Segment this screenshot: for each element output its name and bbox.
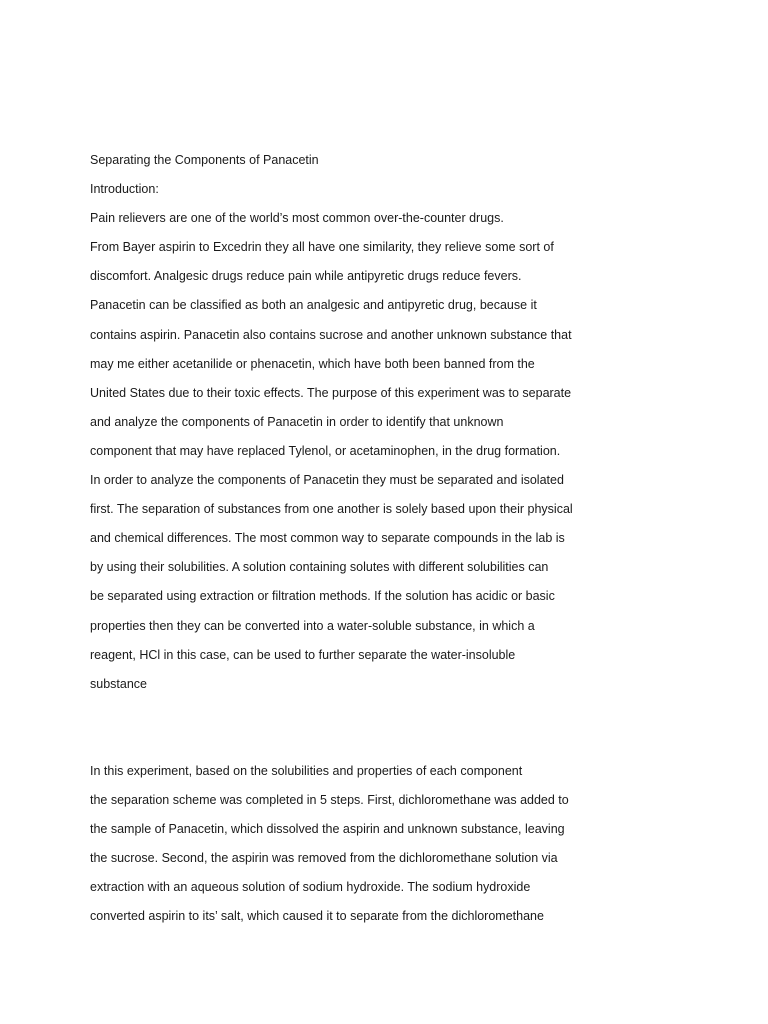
text-line: From Bayer aspirin to Excedrin they all have one similarity, they relieve some sort of <box>90 240 554 255</box>
text-line: be separated using extraction or filtration methods. If the solution has acidic or basic <box>90 589 555 604</box>
text-line: substance <box>90 676 147 691</box>
text-line: the sample of Panacetin, which dissolved the aspirin and unknown substance, leaving <box>90 821 565 836</box>
text-line: contains aspirin. Panacetin also contains sucrose and another unknown substance that <box>90 327 572 342</box>
text-line: component that may have replaced Tylenol, or acetaminophen, in the drug formation. <box>90 443 561 458</box>
document-title: Separating the Components of Panacetin <box>90 153 319 167</box>
text-line: by using their solubilities. A solution containing solutes with different solubilities can <box>90 560 549 575</box>
text-line: discomfort. Analgesic drugs reduce pain while antipyretic drugs reduce fevers. <box>90 269 522 284</box>
text-line: and chemical differences. The most common way to separate compounds in the lab is <box>90 531 565 546</box>
text-line: Pain relievers are one of the world’s most common over-the-counter drugs. <box>90 211 504 226</box>
text-line: first. The separation of substances from one another is solely based upon their physical <box>90 502 573 517</box>
text-line: extraction with an aqueous solution of sodium hydroxide. The sodium hydroxide <box>90 880 531 895</box>
text-line: In this experiment, based on the solubilities and properties of each component <box>90 763 523 778</box>
paragraph-2 <box>90 761 710 936</box>
text-line: reagent, HCl in this case, can be used to further separate the water-insoluble <box>90 647 516 662</box>
text-line: United States due to their toxic effects. The purpose of this experiment was to separate <box>90 385 572 400</box>
text-line: properties then they can be converted into a water-soluble substance, in which a <box>90 618 535 633</box>
text-line: and analyze the components of Panacetin in order to identify that unknown <box>90 414 504 429</box>
section-heading: Introduction: <box>90 182 159 197</box>
text-line: In order to analyze the components of Panacetin they must be separated and isolated <box>90 473 564 488</box>
text-line: Panacetin can be classified as both an analgesic and antipyretic drug, because it <box>90 298 537 313</box>
document-body <box>90 150 710 935</box>
text-line: the sucrose. Second, the aspirin was removed from the dichloromethane solution via <box>90 851 558 866</box>
text-line: converted aspirin to its’ salt, which caused it to separate from the dichloromethane <box>90 909 544 924</box>
paragraph-spacer <box>90 703 710 761</box>
text-line: may me either acetanilide or phenacetin, which have both been banned from the <box>90 356 535 371</box>
paragraph-1 <box>90 208 710 703</box>
text-line: the separation scheme was completed in 5 steps. First, dichloromethane was added to <box>90 792 569 807</box>
